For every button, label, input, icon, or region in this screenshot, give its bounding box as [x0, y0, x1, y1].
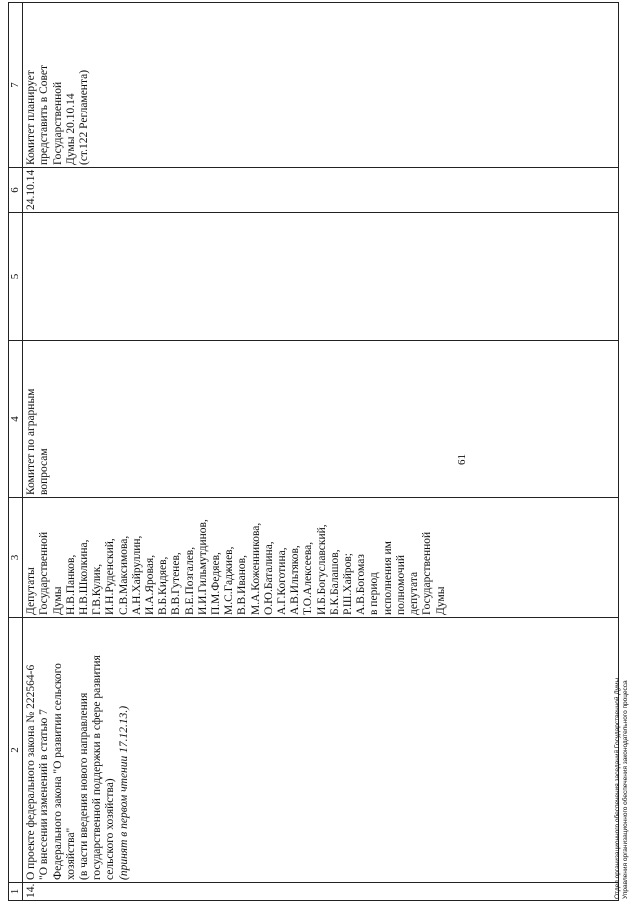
footer — [614, 678, 630, 899]
bills-table — [8, 2, 619, 901]
column-header-2: 2 — [9, 618, 23, 883]
footer-line-1: Отдел организационного обеспечения заседаний Государственной Думы — [614, 677, 621, 899]
date-cell — [23, 168, 619, 213]
table-row — [23, 3, 619, 901]
committee-cell — [23, 341, 619, 498]
column-header-3: 3 — [9, 498, 23, 618]
column-header-6: 6 — [9, 168, 23, 213]
page-number: 61 — [456, 454, 468, 465]
column-5-cell — [23, 213, 619, 341]
bill-title: О проекте федерального закона № 222564-6 "О внесении изменений в статью 7 Федерального закона "О развитии сельского хозяйства" (в части введения нового направления государственной поддержки в сфере развития сельского хозяйства) — [25, 655, 117, 880]
column-number-row — [9, 3, 23, 901]
responsible-committee: Комитет по аграрным вопросам — [25, 388, 51, 495]
date: 24.10.14 — [25, 169, 38, 210]
authors-cell — [23, 498, 619, 618]
bill-title-cell — [23, 618, 619, 883]
column-header-1: 1 — [9, 883, 23, 901]
committee-note: Комитет планирует представить в Совет Государственной Думы 20.10.14 (ст.122 Регламента) — [25, 64, 91, 165]
row-number: 14. — [23, 883, 619, 901]
column-header-7: 7 — [9, 3, 23, 168]
column-header-5: 5 — [9, 213, 23, 341]
note-cell — [23, 3, 619, 168]
bill-status: (принят в первом чтении 17.12.13.) — [117, 705, 130, 880]
column-header-4: 4 — [9, 341, 23, 498]
bill-authors: Депутаты Государственной Думы Н.В.Панков, Н.В.Школкина, Г.В.Кулик, И.Н.Руденский, С.В.Максимова, А.Н.Хайруллин, И.А.Яровая, В.Б.Кидяев, В.В.Гутенев, В.Е.Позгалев, И.И.Гильмутдинов, П.М.Федяев, М.С.Гаджиев, В.В.Иванов, М.А.Коженникова, О.Ю.Баталина, А.Г.Коготина, А.В.Ильтяков, Т.О.Алексеева, И.Б.Богуславский, Б.К.Балашов, Р.Ш.Хайров; А.В.Богомаз в период исполнения им полномочий депутата Государственной Думы — [25, 519, 447, 615]
footer-line-2: Управления организационного обеспечения законодательного процесса — [622, 680, 629, 899]
